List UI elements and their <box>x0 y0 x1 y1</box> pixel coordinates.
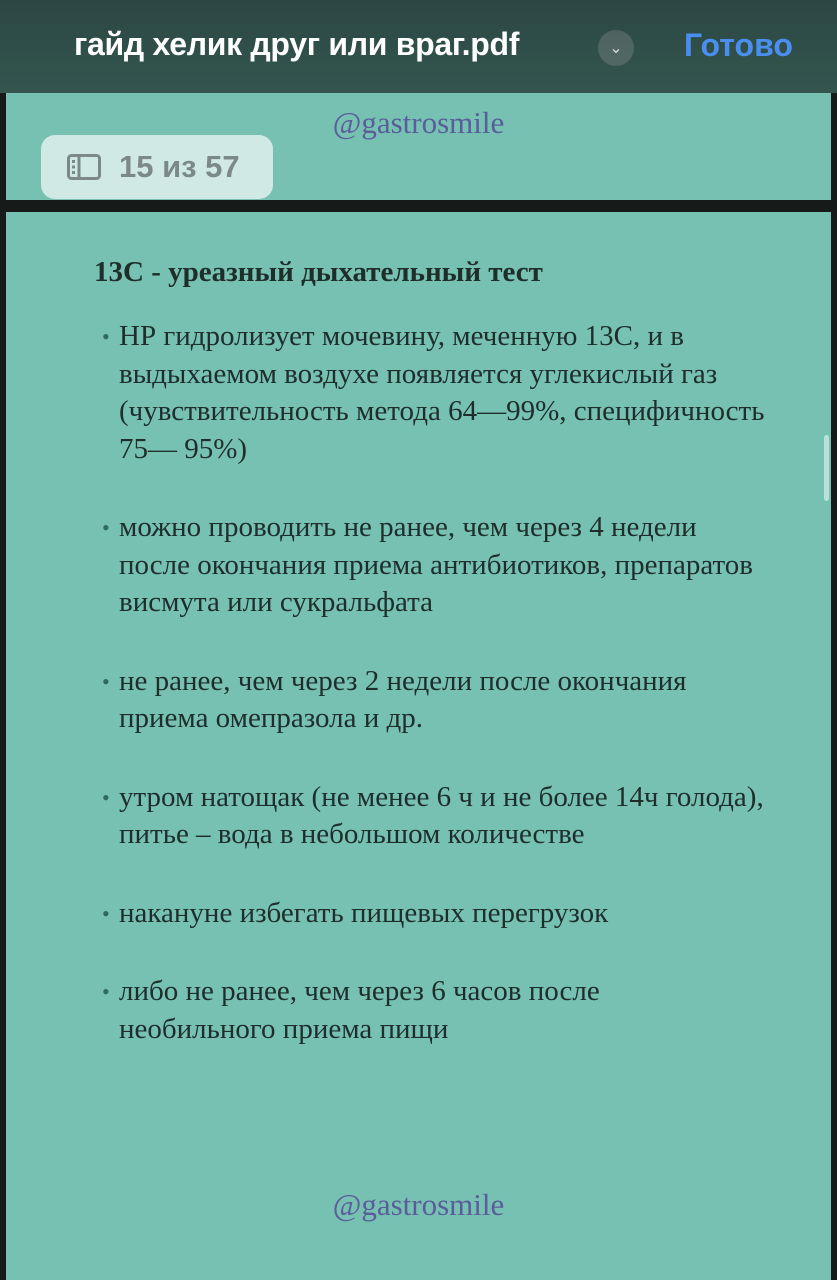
page-indicator[interactable] <box>41 135 273 199</box>
list-item-text: можно проводить не ранее, чем через 4 недели после окончания приема антибиотиков, препаратов висмута или сукральфата <box>119 511 753 618</box>
bullet-icon: • <box>102 784 110 810</box>
watermark: @gastrosmile <box>332 1187 505 1222</box>
chevron-down-icon[interactable]: ⌄ <box>598 30 634 66</box>
list-item <box>94 779 774 854</box>
bullet-icon: • <box>102 324 110 349</box>
list-item <box>94 973 774 1048</box>
watermark: @gastrosmile <box>332 105 505 140</box>
bullet-icon: • <box>102 668 110 694</box>
list-item-text: не ранее, чем через 2 недели после окончания приема омепразола и др. <box>119 664 687 734</box>
scrollbar[interactable] <box>824 435 829 501</box>
list-item <box>94 895 774 933</box>
page-heading: 13С - уреазный дыхательный тест <box>94 256 543 288</box>
list-item-text: либо не ранее, чем через 6 часов после необильного приема пищи <box>119 975 600 1045</box>
list-item-text: НР гидролизует мочевину, меченную 13С, и в выдыхаемом воздухе появляется углекислый газ (чувствительность метода 64—99%, специфичность 75— 95%) <box>119 320 765 465</box>
bullet-icon: • <box>102 900 110 926</box>
top-bar <box>0 0 837 93</box>
page-content <box>94 252 774 1089</box>
document-title[interactable]: гайд хелик друг или враг.pdf <box>74 26 520 62</box>
done-button[interactable]: Готово <box>684 27 793 63</box>
bullet-icon: • <box>102 515 110 540</box>
sidebar-icon <box>67 154 101 180</box>
bullet-icon: • <box>102 979 110 1004</box>
list-item-text: утром натощак (не менее 6 ч и не более 14ч голода), питье – вода в небольшом количестве <box>119 780 764 850</box>
list-item <box>94 663 774 738</box>
list-item <box>94 509 774 622</box>
pdf-page-current <box>6 212 831 1280</box>
page-counter: 15 из 57 <box>119 149 240 184</box>
list-item <box>94 318 774 468</box>
list-item-text: накануне избегать пищевых перегрузок <box>119 896 609 929</box>
